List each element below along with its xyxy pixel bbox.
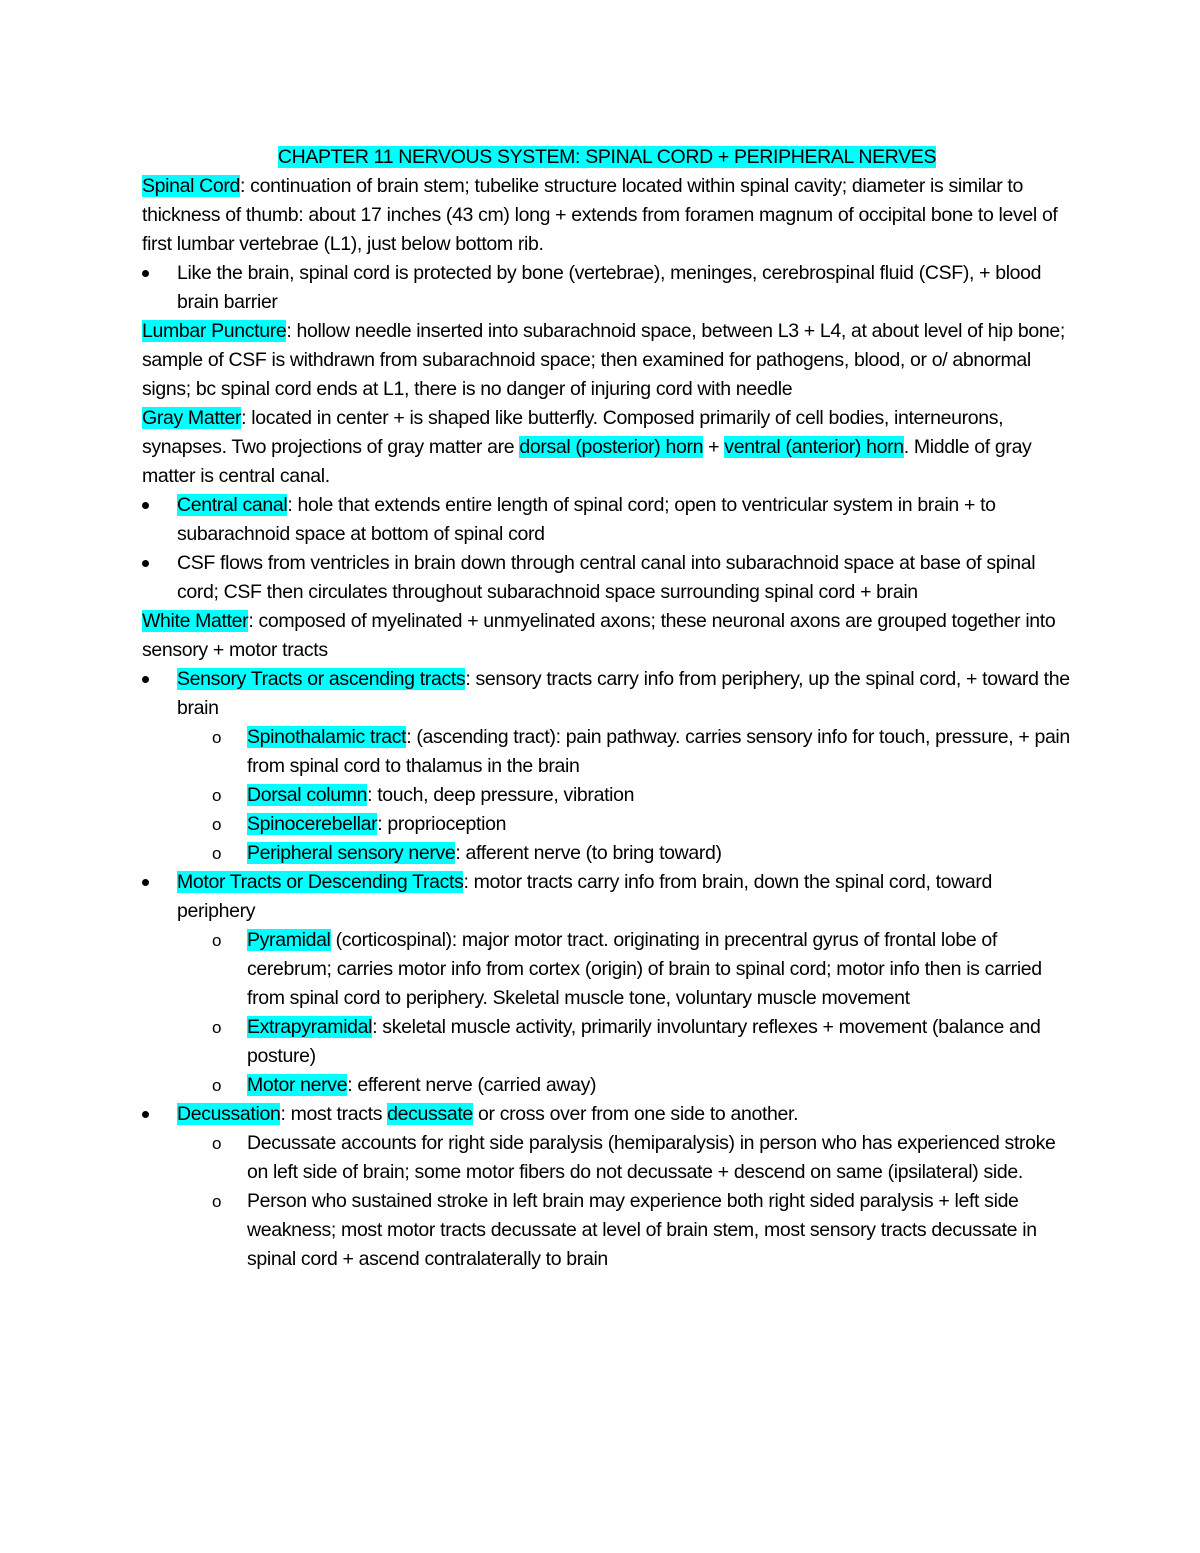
term-decussate: decussate <box>387 1103 473 1125</box>
term-white-matter: White Matter <box>142 610 249 632</box>
sublist-item <box>142 926 1072 1013</box>
sensory-sublist <box>142 723 1072 868</box>
term-ventral-horn: ventral (anterior) horn <box>724 436 904 458</box>
term-spinocerebellar: Spinocerebellar <box>247 813 378 835</box>
term-dorsal-horn: dorsal (posterior) horn <box>519 436 704 458</box>
circle-bullet-icon: o <box>212 786 222 805</box>
sublist-item-text: : touch, deep pressure, vibration <box>367 784 635 806</box>
circle-bullet-icon: o <box>212 844 222 863</box>
list-item-text: : hole that extends entire length of spinal cord; open to ventricular system in brain + to subarachnoid space at bottom of spinal cord <box>177 494 996 545</box>
chapter-title: CHAPTER 11 NERVOUS SYSTEM: SPINAL CORD + PERIPHERAL NERVES <box>277 146 937 168</box>
sublist-item <box>142 839 1072 868</box>
motor-list <box>142 868 1072 926</box>
gray-matter-list <box>142 491 1072 607</box>
sublist-item <box>142 1071 1072 1100</box>
chapter-title-line <box>142 143 1072 172</box>
gray-matter-text-end: . Middle of gray matter is central canal. <box>142 436 1032 487</box>
white-matter-paragraph <box>142 607 1072 665</box>
sublist-item <box>142 1187 1072 1274</box>
gray-matter-text: : located in center + is shaped like butterfly. Composed primarily of cell bodies, interneurons, synapses. Two projections of gray matter are <box>142 407 1004 458</box>
gray-matter-paragraph <box>142 404 1072 491</box>
decussation-sublist <box>142 1129 1072 1274</box>
bullet-icon <box>142 1111 149 1118</box>
bullet-icon <box>142 676 149 683</box>
term-gray-matter: Gray Matter <box>142 407 242 429</box>
list-item <box>142 665 1072 723</box>
lumbar-puncture-paragraph <box>142 317 1072 404</box>
white-matter-list <box>142 665 1072 723</box>
term-lumbar-puncture: Lumbar Puncture <box>142 320 287 342</box>
term-sensory-tracts: Sensory Tracts or ascending tracts <box>177 668 466 690</box>
list-item-text: : sensory tracts carry info from periphery, up the spinal cord, + toward the brain <box>177 668 1070 719</box>
term-dorsal-column: Dorsal column <box>247 784 368 806</box>
term-motor-nerve: Motor nerve <box>247 1074 348 1096</box>
spinal-cord-text: : continuation of brain stem; tubelike structure located within spinal cavity; diameter is similar to thickness of thumb: about 17 inches (43 cm) long + extends from foramen magnum of occipital bone to level of first lumbar vertebrae (L1), just below bottom rib. <box>142 175 1058 255</box>
spinal-cord-list <box>142 259 1072 317</box>
sublist-item-text: : skeletal muscle activity, primarily involuntary reflexes + movement (balance and posture) <box>247 1016 1041 1067</box>
document-body <box>142 143 1072 1274</box>
circle-bullet-icon: o <box>212 1192 222 1211</box>
term-spinal-cord: Spinal Cord <box>142 175 241 197</box>
term-extrapyramidal: Extrapyramidal <box>247 1016 373 1038</box>
decussation-list <box>142 1100 1072 1129</box>
sublist-item <box>142 1129 1072 1187</box>
list-item-text: CSF flows from ventricles in brain down through central canal into subarachnoid space at base of spinal cord; CSF then circulates throughout subarachnoid space surrounding spinal cord + brain <box>177 552 1036 603</box>
sublist-item <box>142 810 1072 839</box>
bullet-icon <box>142 270 149 277</box>
term-decussation: Decussation <box>177 1103 281 1125</box>
bullet-icon <box>142 502 149 509</box>
list-item <box>142 1100 1072 1129</box>
circle-bullet-icon: o <box>212 931 222 950</box>
bullet-icon <box>142 879 149 886</box>
white-matter-text: : composed of myelinated + unmyelinated axons; these neuronal axons are grouped together into sensory + motor tracts <box>142 610 1056 661</box>
sublist-item <box>142 781 1072 810</box>
term-spinothalamic: Spinothalamic tract <box>247 726 407 748</box>
bullet-icon <box>142 560 149 567</box>
list-item-text: : motor tracts carry info from brain, down the spinal cord, toward periphery <box>177 871 993 922</box>
sublist-item-text: : afferent nerve (to bring toward) <box>455 842 722 864</box>
sublist-item-text: Person who sustained stroke in left brain may experience both right sided paralysis + left side weakness; most motor tracts decussate at level of brain stem, most sensory tracts decussate in spinal cord + ascend contralaterally to brain <box>247 1190 1037 1270</box>
circle-bullet-icon: o <box>212 815 222 834</box>
sublist-item <box>142 1013 1072 1071</box>
sublist-item-text: Decussate accounts for right side paralysis (hemiparalysis) in person who has experienced stroke on left side of brain; some motor fibers do not decussate + descend on same (ipsilateral) side. <box>247 1132 1056 1183</box>
sublist-item <box>142 723 1072 781</box>
circle-bullet-icon: o <box>212 1134 222 1153</box>
list-item <box>142 491 1072 549</box>
sublist-item-text: (corticospinal): major motor tract. originating in precentral gyrus of frontal lobe of cerebrum; carries motor info from cortex (origin) of brain to spinal cord; motor info then is carried from spinal cord to periphery. Skeletal muscle tone, voluntary muscle movement <box>247 929 1042 1009</box>
term-pyramidal: Pyramidal <box>247 929 331 951</box>
list-item-text: Like the brain, spinal cord is protected by bone (vertebrae), meninges, cerebrospinal fluid (CSF), + blood brain barrier <box>177 262 1042 313</box>
list-item <box>142 868 1072 926</box>
sublist-item-text: : (ascending tract): pain pathway. carries sensory info for touch, pressure, + pain from spinal cord to thalamus in the brain <box>247 726 1070 777</box>
circle-bullet-icon: o <box>212 1018 222 1037</box>
term-motor-tracts: Motor Tracts or Descending Tracts <box>177 871 464 893</box>
list-item <box>142 549 1072 607</box>
plus-text: + <box>703 436 725 458</box>
sublist-item-text: : efferent nerve (carried away) <box>347 1074 597 1096</box>
spinal-cord-paragraph <box>142 172 1072 259</box>
list-item <box>142 259 1072 317</box>
circle-bullet-icon: o <box>212 1076 222 1095</box>
motor-sublist <box>142 926 1072 1100</box>
circle-bullet-icon: o <box>212 728 222 747</box>
term-peripheral-sensory-nerve: Peripheral sensory nerve <box>247 842 456 864</box>
sublist-item-text: : proprioception <box>377 813 507 835</box>
list-item-text: : most tracts <box>280 1103 388 1125</box>
lumbar-puncture-text: : hollow needle inserted into subarachnoid space, between L3 + L4, at about level of hip bone; sample of CSF is withdrawn from subarachnoid space; then examined for pathogens, blood, or o/ abnormal signs; bc spinal cord ends at L1, there is no danger of injuring cord with needle <box>142 320 1065 400</box>
list-item-text-end: or cross over from one side to another. <box>472 1103 799 1125</box>
term-central-canal: Central canal <box>177 494 288 516</box>
